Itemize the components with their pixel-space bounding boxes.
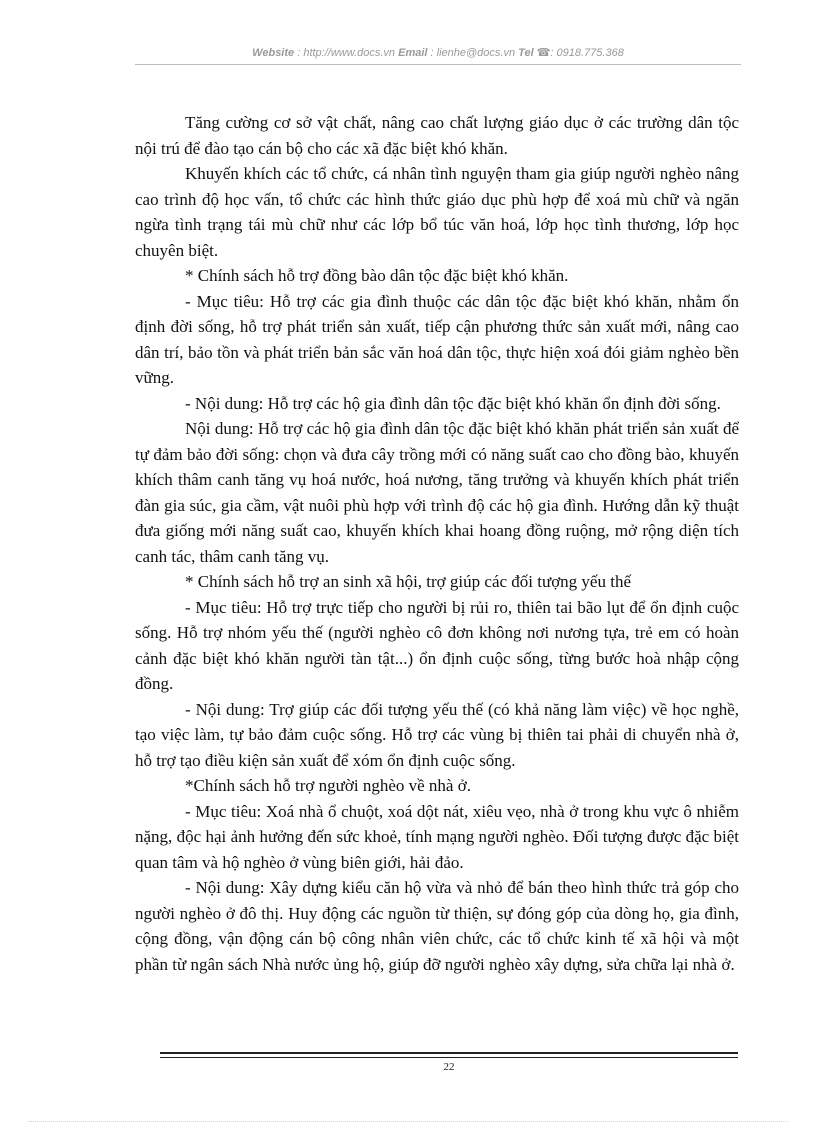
tel-label: Tel	[518, 47, 534, 59]
paragraph: - Nội dung: Xây dựng kiểu căn hộ vừa và nhỏ để bán theo hình thức trả góp cho người nghèo ở đô thị. Huy động các nguồn từ thiện, sự đóng góp của dòng họ, gia đình, cộng đồng, vận động cán bộ công nhân viên chức, các tổ chức kinh tế xã hội và một phần từ ngân sách Nhà nước ủng hộ, giúp đỡ người nghèo xây dựng, sửa chữa lại nhà ở.	[135, 878, 739, 974]
paragraph: - Mục tiêu: Hỗ trợ trực tiếp cho người bị rủi ro, thiên tai bão lụt để ổn định cuộc sống. Hỗ trợ nhóm yếu thế (người nghèo cô đơn không nơi nương tựa, trẻ em có hoàn cảnh đặc biệt khó khăn người tàn tật...) ổn định cuộc sống, từng bước hoà nhập cộng đồng.	[135, 597, 739, 693]
paragraph: *Chính sách hỗ trợ người nghèo về nhà ở.	[185, 776, 471, 795]
email-value[interactable]: : lienhe@docs.vn	[430, 47, 516, 59]
document-body	[135, 110, 739, 977]
header-divider	[135, 64, 741, 65]
footer-divider	[160, 1052, 738, 1058]
paragraph: * Chính sách hỗ trợ an sinh xã hội, trợ giúp các đối tượng yếu thế	[185, 572, 631, 591]
paragraph: - Mục tiêu: Hỗ trợ các gia đình thuộc các dân tộc đặc biệt khó khăn, nhằm ổn định đời sống, hỗ trợ phát triển sản xuất, tiếp cận phương thức sản xuất mới, nâng cao dân trí, bảo tồn và phát triển bản sắc văn hoá dân tộc, thực hiện xoá đói giảm nghèo bền vững.	[135, 291, 739, 387]
tel-value: : 0918.775.368	[550, 47, 624, 59]
page-number: 22	[443, 1061, 455, 1073]
paragraph: - Nội dung: Trợ giúp các đối tượng yếu thế (có khả năng làm việc) về học nghề, tạo việc làm, tự bảo đảm cuộc sống. Hỗ trợ các vùng bị thiên tai phải di chuyển nhà ở, hỗ trợ tạo điều kiện sản xuất để xóm ổn định cuộc sống.	[135, 699, 739, 770]
paragraph: Nội dung: Hỗ trợ các hộ gia đình dân tộc đặc biệt khó khăn phát triển sản xuất để tự đảm bảo đời sống: chọn và đưa cây trồng mới có năng suất cao cho đồng bào, khuyến khích thâm canh tăng vụ hoá nước, hoá nương, tăng trưởng và khuyến khích phát triển đàn gia súc, gia cầm, vật nuôi phù hợp với trình độ các hộ gia đình. Hướng dẫn kỹ thuật đưa giống mới năng suất cao, khuyến khích khai hoang đồng ruộng, mở rộng diện tích canh tác, thâm canh tăng vụ.	[135, 419, 739, 566]
paragraph: * Chính sách hỗ trợ đồng bào dân tộc đặc biệt khó khăn.	[185, 266, 569, 285]
page-bottom-edge	[28, 1121, 788, 1122]
page-header	[135, 46, 741, 59]
website-label: Website	[252, 47, 295, 59]
email-label: Email	[398, 47, 428, 59]
paragraph: Khuyến khích các tổ chức, cá nhân tình nguyện tham gia giúp người nghèo nâng cao trình độ học vấn, tổ chức các hình thức giáo dục phù hợp để xoá mù chữ và ngăn ngừa tình trạng tái mù chữ như các lớp bổ túc văn hoá, lớp học tình thương, lớp học chuyên biệt.	[135, 164, 739, 260]
paragraph: - Mục tiêu: Xoá nhà ổ chuột, xoá dột nát, xiêu vẹo, nhà ở trong khu vực ô nhiễm nặng, độc hại ảnh hưởng đến sức khoẻ, tính mạng người nghèo. Đối tượng được đặc biệt quan tâm và hộ nghèo ở vùng biên giới, hải đảo.	[135, 801, 739, 872]
paragraph: Tăng cường cơ sở vật chất, nâng cao chất lượng giáo dục ở các trường dân tộc nội trú để đào tạo cán bộ cho các xã đặc biệt khó khăn.	[135, 113, 739, 158]
phone-icon: ☎	[536, 47, 551, 59]
website-value[interactable]: : http://www.docs.vn	[297, 47, 396, 59]
paragraph: - Nội dung: Hỗ trợ các hộ gia đình dân tộc đặc biệt khó khăn ổn định đời sống.	[185, 393, 721, 413]
